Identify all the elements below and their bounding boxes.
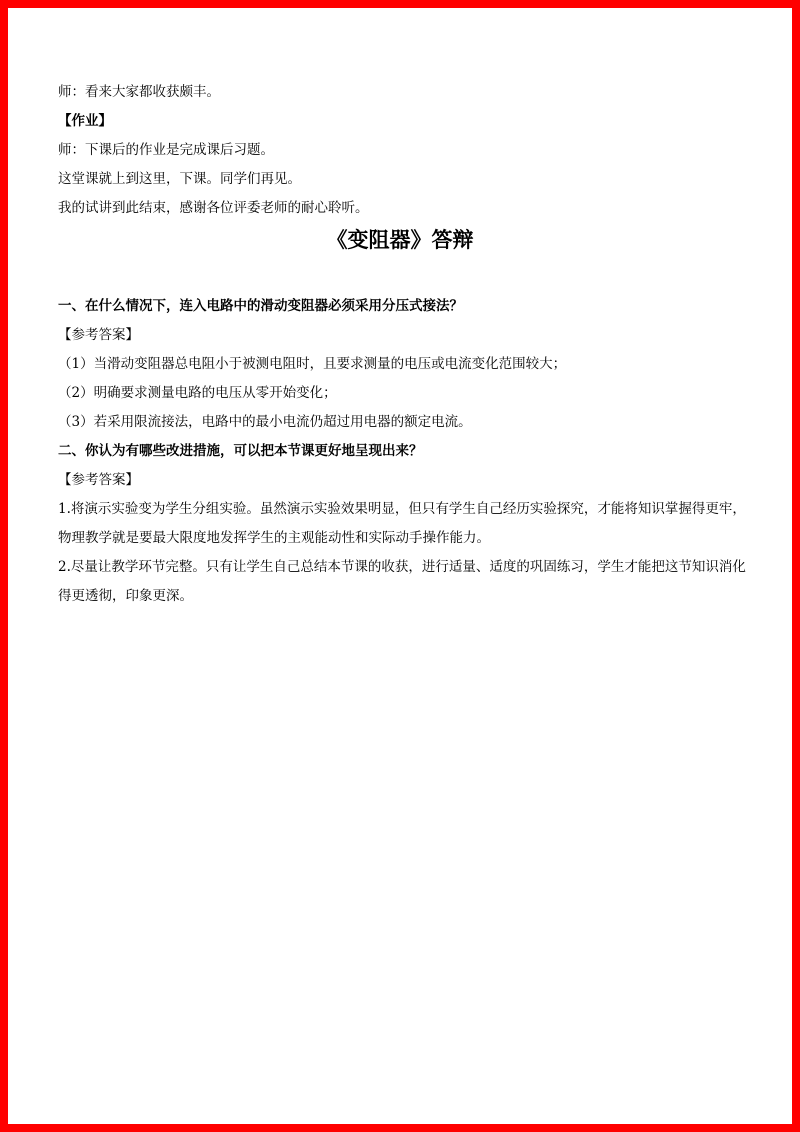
answer-label-1: 【参考答案】	[58, 327, 139, 343]
answer-point: 2.尽量让教学环节完整。只有让学生自己总结本节课的收获，进行适量、适度的巩固练习，学生才能把这节知识消化得更透彻，印象更深。	[58, 559, 746, 604]
intro-line: 我的试讲到此结束，感谢各位评委老师的耐心聆听。	[58, 200, 369, 216]
answer-point: （2）明确要求测量电路的电压从零开始变化；	[58, 385, 337, 401]
intro-section	[58, 78, 748, 223]
question-1: 一、在什么情况下，连入电路中的滑动变阻器必须采用分压式接法？	[58, 298, 463, 314]
answer-point: （3）若采用限流接法，电路中的最小电流仍超过用电器的额定电流。	[58, 414, 472, 430]
homework-header: 【作业】	[58, 113, 112, 129]
question-2: 二、你认为有哪些改进措施，可以把本节课更好地呈现出来？	[58, 443, 423, 459]
page-title: 《变阻器》答辩	[326, 227, 474, 252]
answer-point: （1）当滑动变阻器总电阻小于被测电阻时，且要求测量的电压或电流变化范围较大；	[58, 356, 567, 372]
intro-line: 这堂课就上到这里，下课。同学们再见。	[58, 171, 301, 187]
qa-section	[58, 292, 758, 611]
intro-line: 师：看来大家都收获颇丰。	[58, 84, 220, 100]
answer-label-2: 【参考答案】	[58, 472, 139, 488]
intro-line: 师：下课后的作业是完成课后习题。	[58, 142, 274, 158]
answer-point: 1.将演示实验变为学生分组实验。虽然演示实验效果明显，但只有学生自己经历实验探究，才能将知识掌握得更牢，物理教学就是要最大限度地发挥学生的主观能动性和实际动手操作能力。	[58, 501, 746, 546]
